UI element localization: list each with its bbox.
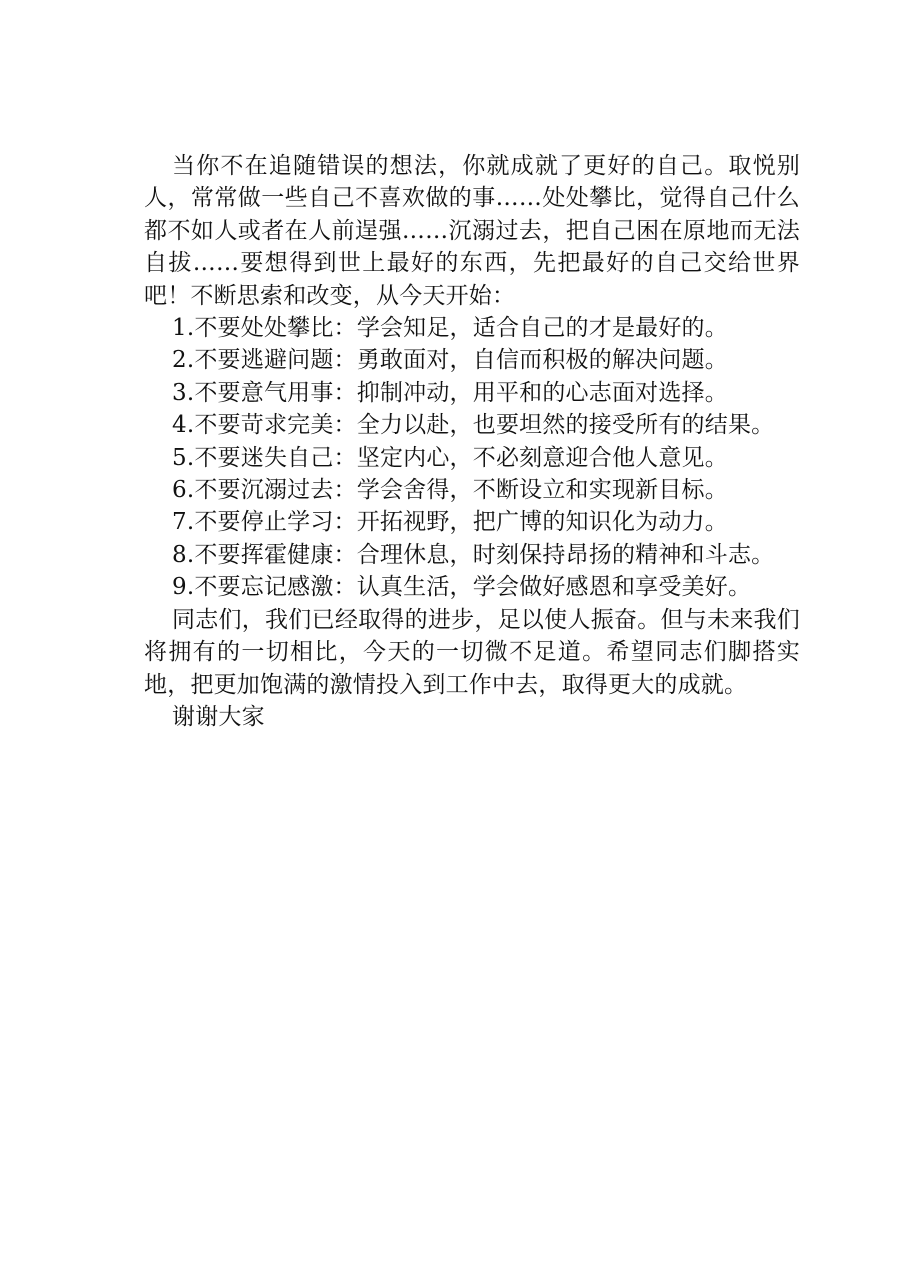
list-item-3: 3.不要意气用事：抑制冲动，用平和的心志面对选择。 <box>172 379 728 406</box>
intro-paragraph: 当你不在追随错误的想法，你就成就了更好的自己。取悦别人，常常做一些自己不喜欢做的事……处处攀比，觉得自己什么都不如人或者在人前逞强……沉溺过去，把自己困在原地而无法自拔……要想得到世上最好的东西，先把最好的自己交给世界吧！不断思索和改变，从今天开始： <box>144 153 800 309</box>
document-body <box>144 150 800 733</box>
list-item-4: 4.不要苛求完美：全力以赴，也要坦然的接受所有的结果。 <box>172 412 775 439</box>
list-item-1: 1.不要处处攀比：学会知足，适合自己的才是最好的。 <box>172 315 728 342</box>
list-item-5: 5.不要迷失自己：坚定内心，不必刻意迎合他人意见。 <box>172 444 728 471</box>
list-item-8: 8.不要挥霍健康：合理休息，时刻保持昂扬的精神和斗志。 <box>172 541 775 568</box>
list-item-9: 9.不要忘记感激：认真生活，学会做好感恩和享受美好。 <box>172 574 752 601</box>
list-item-2: 2.不要逃避问题：勇敢面对，自信而积极的解决问题。 <box>172 347 728 374</box>
sign-off: 谢谢大家 <box>172 703 265 730</box>
closing-paragraph: 同志们，我们已经取得的进步，足以使人振奋。但与未来我们将拥有的一切相比，今天的一切微不足道。希望同志们脚搭实地，把更加饱满的激情投入到工作中去，取得更大的成就。 <box>144 606 800 698</box>
advice-list <box>144 312 800 604</box>
list-item-6: 6.不要沉溺过去：学会舍得，不断设立和实现新目标。 <box>172 477 728 504</box>
list-item-7: 7.不要停止学习：开拓视野，把广博的知识化为动力。 <box>172 509 728 536</box>
